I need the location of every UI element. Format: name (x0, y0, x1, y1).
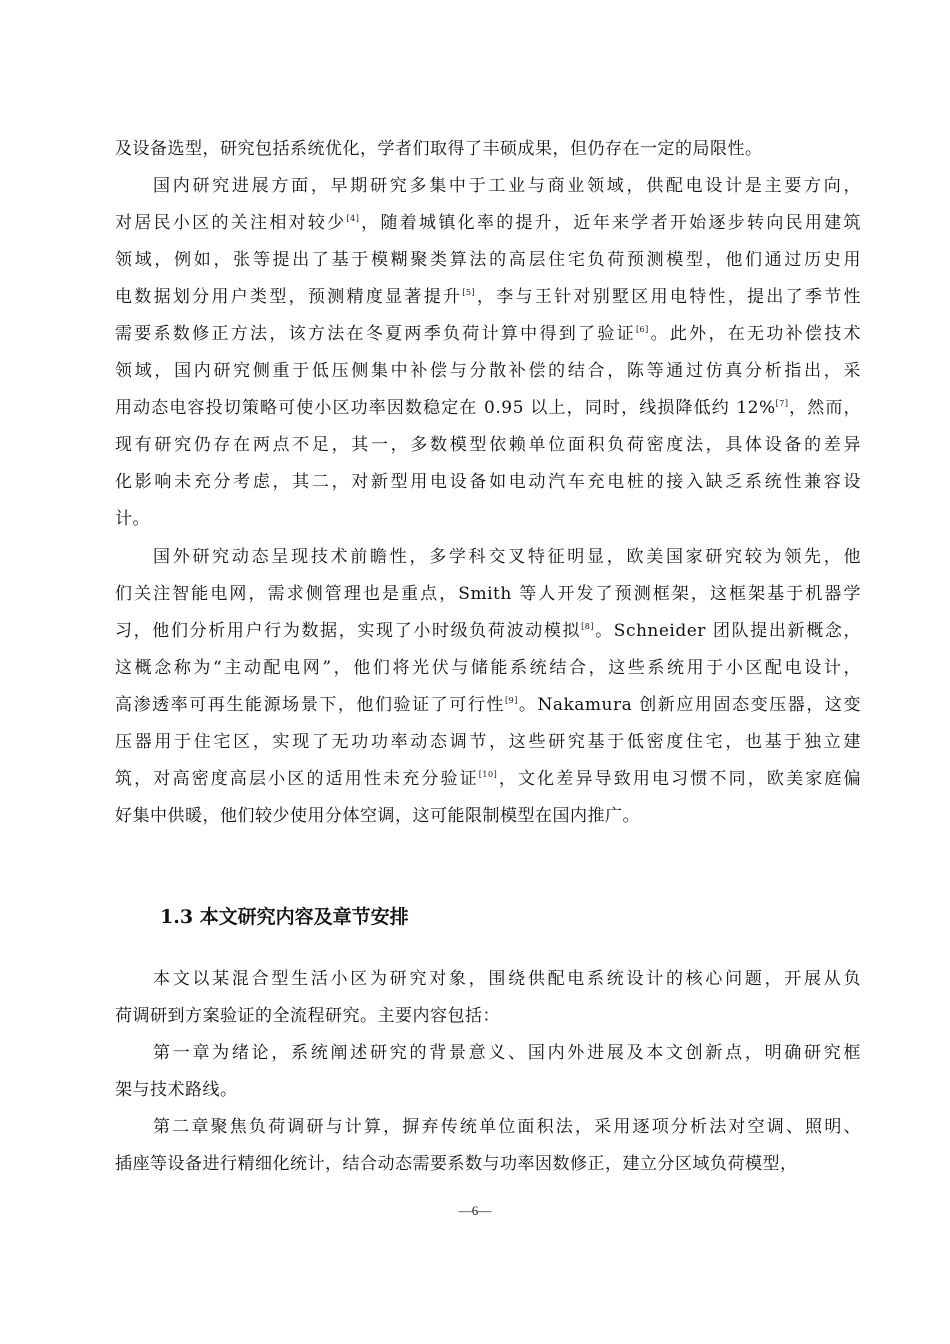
page-number: —6— (458, 1203, 492, 1218)
text-segment: 习，他们分析用户行为数据，实现了小时级负荷波动模拟 (115, 621, 582, 641)
text-line: 领域，例如，张等提出了基于模糊聚类算法的高层住宅负荷预测模型，他们通过历史用 (115, 250, 861, 270)
text-segment: 对居民小区的关注相对较少 (115, 213, 347, 233)
text-line (115, 767, 861, 791)
text-line: 压器用于住宅区，实现了无功功率动态调节，这些研究基于低密度住宅，也基于独立建 (115, 732, 861, 752)
citation-ref: [9] (504, 696, 518, 705)
text-line (115, 619, 861, 643)
section-heading: 1.3 本文研究内容及章节安排 (160, 906, 409, 928)
text-segment: 高渗透率可再生能源场景下，他们验证了可行性 (115, 695, 505, 715)
text-segment: 。Schneider 团队提出新概念， (594, 621, 861, 641)
text-line: 好集中供暖，他们较少使用分体空调，这可能限制模型在国内推广。 (115, 806, 640, 826)
text-segment: 。Nakamura 创新应用固态变压器，这变 (517, 695, 861, 715)
text-line: 荷调研到方案验证的全流程研究。主要内容包括： (115, 1006, 500, 1026)
text-segment: 。此外，在无功补偿技术 (648, 324, 862, 344)
text-line: 及设备选型，研究包括系统优化，学者们取得了丰硕成果，但仍存在一定的局限性。 (115, 139, 763, 159)
text-line (115, 285, 861, 309)
text-line (115, 211, 861, 235)
text-segment: 电数据划分用户类型，预测精度显著提升 (115, 287, 463, 307)
text-line (115, 693, 861, 717)
citation-ref: [6] (635, 325, 649, 334)
text-line: 们关注智能电网，需求侧管理也是重点，Smith 等人开发了预测框架，这框架基于机器学 (115, 584, 861, 604)
text-line (115, 396, 861, 420)
text-line: 这概念称为“主动配电网”，他们将光伏与储能系统结合，这些系统用于小区配电设计， (115, 658, 861, 678)
text-line (115, 322, 861, 346)
text-segment: 需要系数修正方法，该方法在冬夏两季负荷计算中得到了验证 (115, 324, 636, 344)
citation-ref: [10] (478, 770, 498, 779)
text-line: 架与技术路线。 (115, 1080, 238, 1100)
citation-ref: [8] (581, 622, 594, 631)
text-segment: 用动态电容投切策略可使小区功率因数稳定在 0.95 以上，同时，线损降低约 12% (115, 398, 776, 418)
text-line: 计。 (115, 509, 150, 529)
citation-ref: [4] (346, 214, 360, 223)
citation-ref: [5] (462, 288, 476, 297)
text-line: 第一章为绪论，系统阐述研究的背景意义、国内外进展及本文创新点，明确研究框 (153, 1043, 861, 1063)
text-line: 本文以某混合型生活小区为研究对象，围绕供配电系统设计的核心问题，开展从负 (153, 969, 861, 989)
text-line: 化影响未充分考虑，其二，对新型用电设备如电动汽车充电桩的接入缺乏系统性兼容设 (115, 472, 861, 492)
text-segment: ，然而， (788, 398, 861, 418)
text-line: 国外研究动态呈现技术前瞻性，多学科交叉特征明显，欧美国家研究较为领先，他 (153, 547, 861, 567)
citation-ref: [7] (775, 399, 789, 408)
text-line: 插座等设备进行精细化统计，结合动态需要系数与功率因数修正，建立分区域负荷模型， (115, 1154, 798, 1174)
text-line: 领域，国内研究侧重于低压侧集中补偿与分散补偿的结合，陈等通过仿真分析指出，采 (115, 361, 861, 381)
text-segment: ，随着城镇化率的提升，近年来学者开始逐步转向民用建筑 (359, 213, 862, 233)
text-segment: 筑，对高密度高层小区的适用性未充分验证 (115, 769, 479, 789)
text-segment: ，文化差异导致用电习惯不同，欧美家庭偏 (497, 769, 862, 789)
text-line: 现有研究仍存在两点不足，其一，多数模型依赖单位面积负荷密度法，具体设备的差异 (115, 435, 861, 455)
text-segment: ，李与王针对别墅区用电特性，提出了季节性 (475, 287, 862, 307)
text-line: 第二章聚焦负荷调研与计算，摒弃传统单位面积法，采用逐项分析法对空调、照明、 (153, 1117, 861, 1137)
text-line: 国内研究进展方面，早期研究多集中于工业与商业领域，供配电设计是主要方向， (153, 176, 861, 196)
